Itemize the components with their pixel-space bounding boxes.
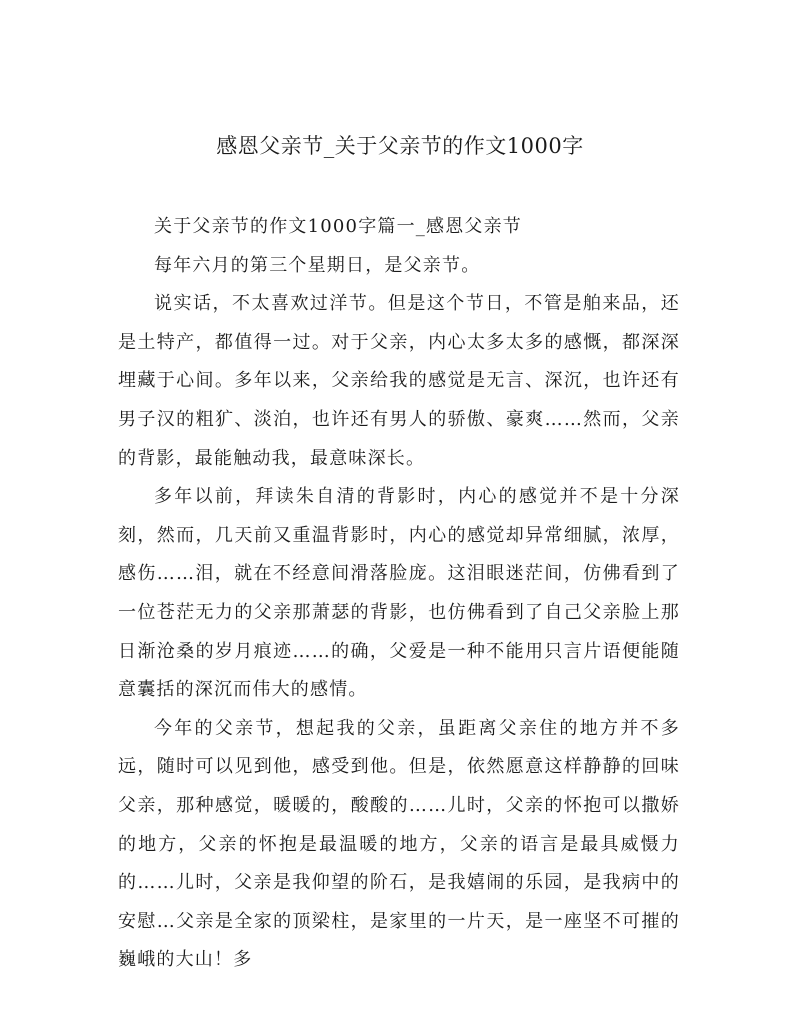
- paragraph-subtitle: 关于父亲节的作文1000字篇一_感恩父亲节: [154, 216, 523, 237]
- document-body: [118, 208, 680, 980]
- paragraph: 说实话，不太喜欢过洋节。但是这个节日，不管是舶来品，还是土特产，都值得一过。对于父亲，内心太多太多的感慨，都深深埋藏于心间。多年以来，父亲给我的感觉是无言、深沉，也许还有男子汉的粗犷、淡泊，也许还有男人的骄傲、豪爽……然而，父亲的背影，最能触动我，最意味深长。: [118, 293, 680, 469]
- paragraph: 今年的父亲节，想起我的父亲，虽距离父亲住的地方并不多远，随时可以见到他，感受到他。但是，依然愿意这样静静的回味父亲，那种感觉，暖暖的，酸酸的……儿时，父亲的怀抱可以撒娇的地方，父亲的怀抱是最温暖的地方，父亲的语言是最具威慑力的……儿时，父亲是我仰望的阶石，是我嬉闹的乐园，是我病中的安慰…父亲是全家的顶梁柱，是家里的一片天，是一座坚不可摧的巍峨的大山！多: [118, 717, 680, 971]
- document-title: 感恩父亲节_关于父亲节的作文1000字: [216, 134, 584, 158]
- paragraph: 多年以前，拜读朱自清的背影时，内心的感觉并不是十分深刻，然而，几天前又重温背影时，内心的感觉却异常细腻，浓厚，感伤……泪，就在不经意间滑落脸庞。这泪眼迷茫间，仿佛看到了一位苍茫无力的父亲那萧瑟的背影，也仿佛看到了自己父亲脸上那日渐沧桑的岁月痕迹……的确，父爱是一种不能用只言片语便能随意囊括的深沉而伟大的感情。: [118, 486, 680, 701]
- paragraph: 每年六月的第三个星期日，是父亲节。: [154, 254, 481, 276]
